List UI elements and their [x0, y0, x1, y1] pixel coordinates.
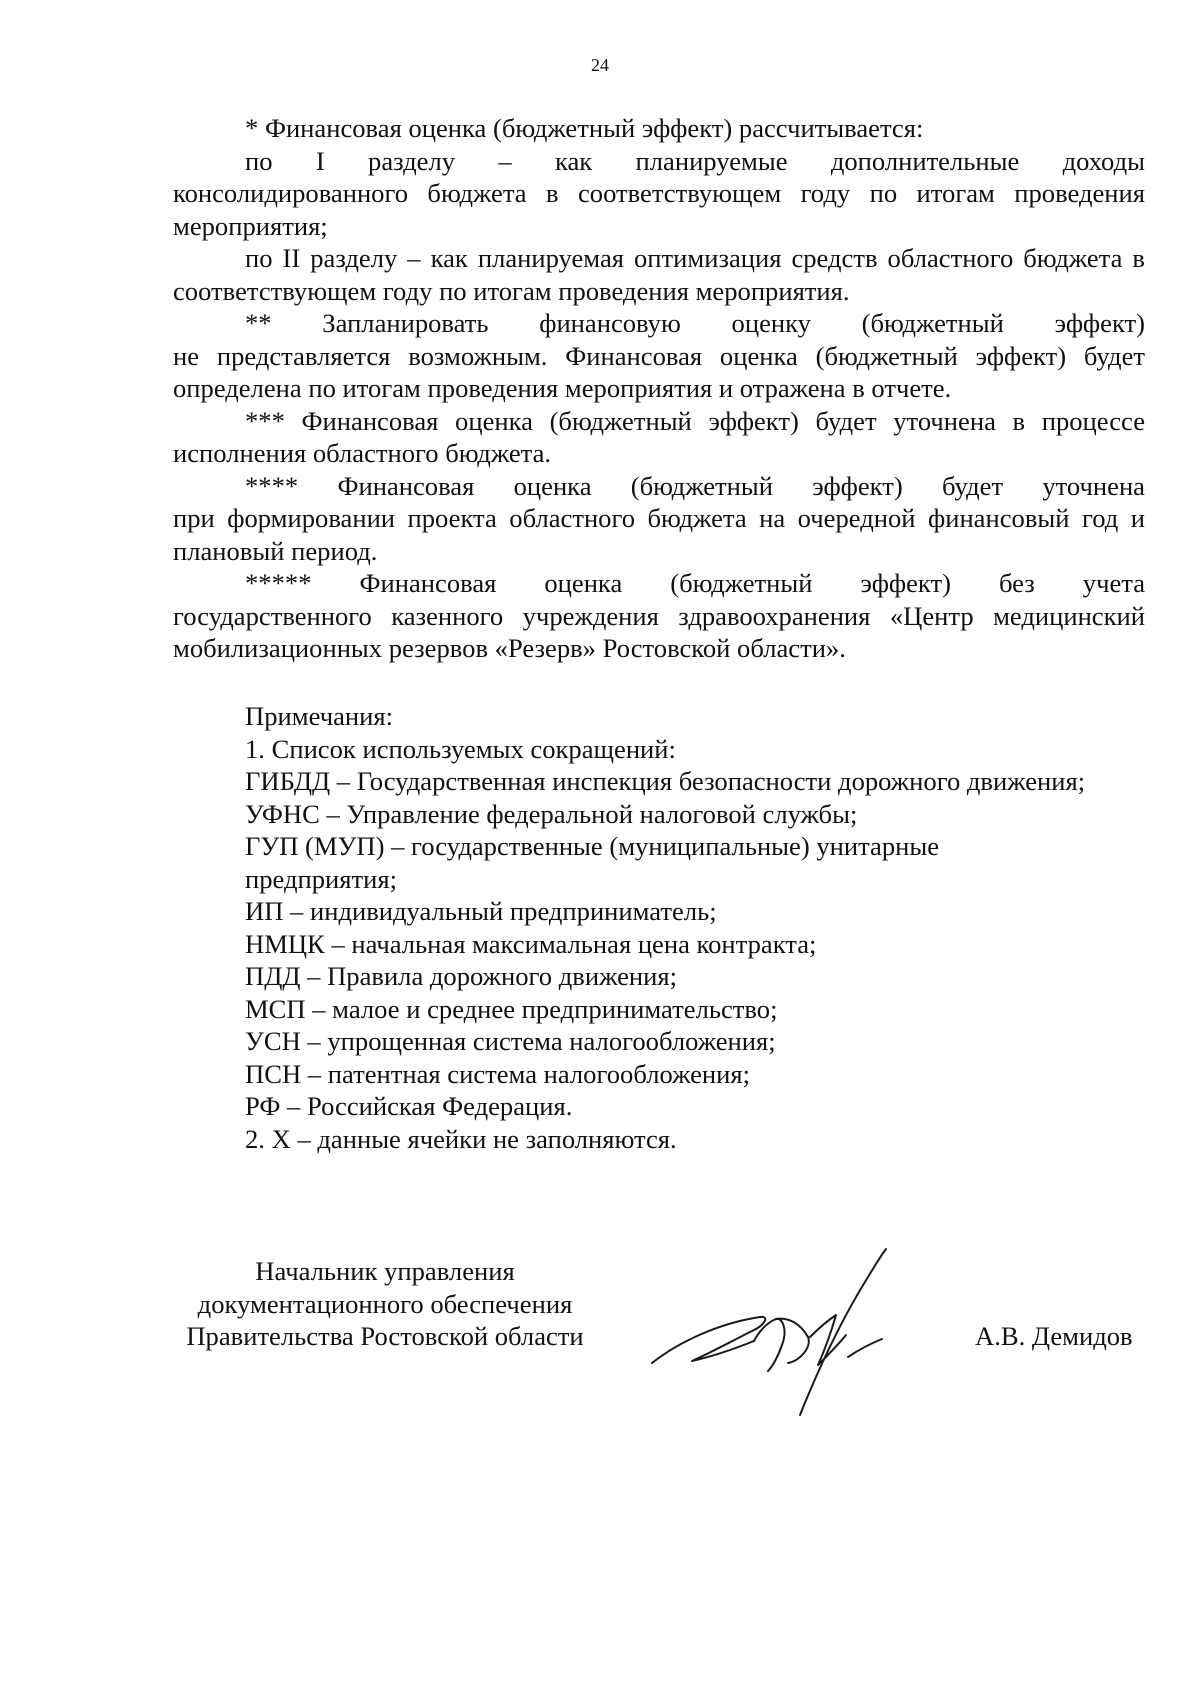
abbreviation-item: ИП – индивидуальный предприниматель;	[245, 896, 717, 926]
footnote-5-line: ***** Финансовая оценка (бюджетный эффект) без учета	[245, 568, 1145, 598]
abbreviation-item: ГИБДД – Государственная инспекция безопасности дорожного движения;	[245, 766, 1086, 796]
footnote-1-intro: * Финансовая оценка (бюджетный эффект) рассчитывается:	[245, 113, 924, 143]
signatory-title-line: Правительства Ростовской области	[186, 1321, 584, 1351]
signatory-title-line: документационного обеспечения	[197, 1288, 573, 1319]
footnote-2-text: не представляется возможным. Финансовая оценка (бюджетный эффект) будет определена по итогам проведения мероприятия и отражена в отчете.	[173, 340, 1145, 403]
footnote-5-text: государственного казенного учреждения здравоохранения «Центр медицинский мобилизационных резервов «Резерв» Ростовской области».	[173, 600, 1145, 663]
abbreviation-item: НМЦК – начальная максимальная цена контракта;	[245, 928, 817, 959]
abbreviation-item: ГУП (МУП) – государственные (муниципальные) унитарные	[245, 831, 940, 861]
signatory-name: А.В. Демидов	[975, 1321, 1133, 1351]
notes-heading: Примечания:	[245, 701, 393, 731]
abbreviation-item: ПДД – Правила дорожного движения;	[245, 961, 677, 991]
abbreviation-item: УФНС – Управление федеральной налоговой службы;	[245, 798, 858, 829]
abbreviations-title: 1. Список используемых сокращений:	[245, 733, 676, 764]
footnote-1-section-1-text: консолидированного бюджета в соответствующем году по итогам проведения мероприятия;	[173, 178, 1145, 241]
footnote-3: *** Финансовая оценка (бюджетный эффект) будет уточнена в процессе исполнения областного бюджета.	[173, 405, 1145, 468]
signatory-title-line: Начальник управления	[255, 1256, 515, 1286]
footnote-4-text: при формировании проекта областного бюджета на очередной финансовый год и плановый период.	[173, 503, 1145, 566]
abbreviation-item: МСП – малое и среднее предпринимательство;	[245, 993, 778, 1024]
page-number: 24	[591, 55, 609, 75]
notes-block	[245, 700, 1165, 1155]
abbreviation-item: ПСН – патентная система налогообложения;	[245, 1058, 751, 1089]
signatory-title	[165, 1255, 605, 1353]
footnote-1-section-1-line: по I разделу – как планируемые дополнительные доходы	[245, 145, 1145, 176]
footnotes-block	[173, 112, 1145, 665]
handwritten-signature-icon	[650, 1245, 940, 1425]
abbreviation-item: предприятия;	[245, 863, 397, 894]
abbreviation-item: РФ – Российская Федерация.	[245, 1091, 573, 1121]
footnote-1-section-2: по II разделу – как планируемая оптимизация средств областного бюджета в соответствующем году по итогам проведения мероприятия.	[173, 243, 1145, 306]
notes-item-2: 2. Х – данные ячейки не заполняются.	[245, 1123, 677, 1154]
footnote-4-line: **** Финансовая оценка (бюджетный эффект) будет уточнена	[245, 470, 1145, 501]
footnote-2-line: ** Запланировать финансовую оценку (бюджетный эффект)	[245, 308, 1145, 338]
abbreviation-item: УСН – упрощенная система налогообложения;	[245, 1026, 776, 1056]
